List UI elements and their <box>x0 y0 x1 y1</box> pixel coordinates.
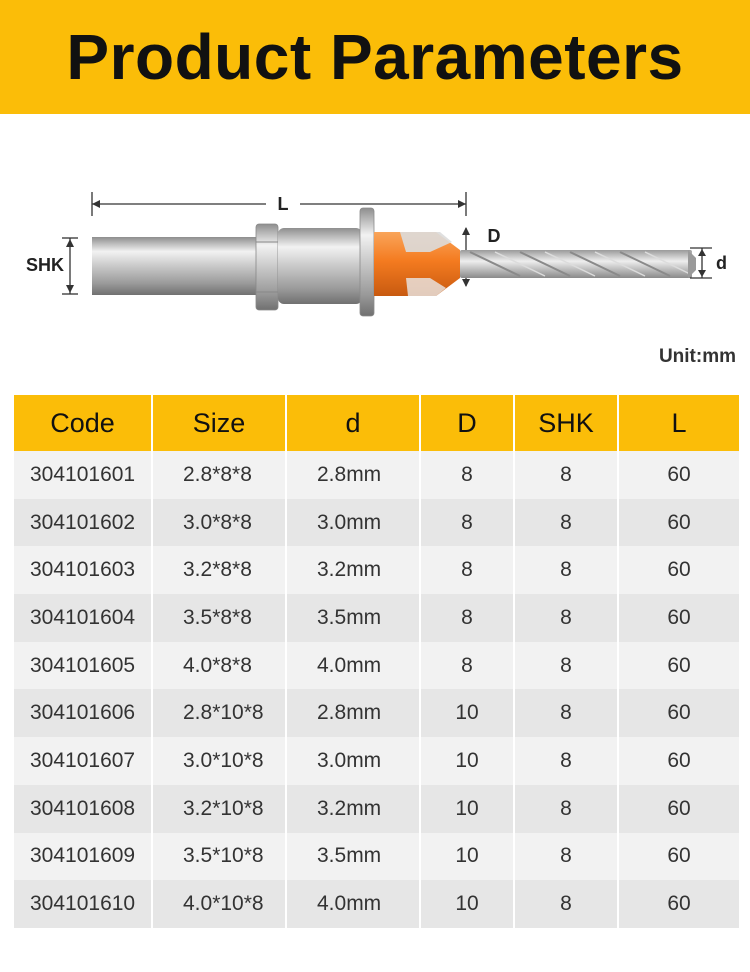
table-row <box>14 833 739 881</box>
flange <box>360 208 374 316</box>
cell-size: 2.8*10*8 <box>152 689 286 737</box>
cell-size: 3.2*8*8 <box>152 546 286 594</box>
cell-l: 60 <box>618 737 739 785</box>
drill-diameter-label: d <box>716 253 727 273</box>
shank-dimension <box>26 238 78 294</box>
parameters-table <box>14 395 739 928</box>
header-d: d <box>286 395 420 451</box>
cell-size: 3.0*10*8 <box>152 737 286 785</box>
table-row <box>14 594 739 642</box>
cell-code: 304101603 <box>14 546 152 594</box>
cell-size: 2.8*8*8 <box>152 451 286 499</box>
header-shk: SHK <box>514 395 618 451</box>
shank <box>92 237 258 295</box>
cell-D: 10 <box>420 880 514 928</box>
cell-D: 8 <box>420 546 514 594</box>
cell-D: 8 <box>420 451 514 499</box>
header-D: D <box>420 395 514 451</box>
cell-D: 10 <box>420 785 514 833</box>
cell-d: 3.2mm <box>286 546 420 594</box>
stop-collar <box>278 228 362 304</box>
cell-code: 304101601 <box>14 451 152 499</box>
cell-shk: 8 <box>514 689 618 737</box>
cell-D: 10 <box>420 737 514 785</box>
cell-size: 3.5*10*8 <box>152 833 286 881</box>
cell-code: 304101607 <box>14 737 152 785</box>
cell-size: 4.0*10*8 <box>152 880 286 928</box>
header-size: Size <box>152 395 286 451</box>
cell-size: 3.5*8*8 <box>152 594 286 642</box>
cell-code: 304101608 <box>14 785 152 833</box>
length-label: L <box>277 194 289 214</box>
cell-d: 3.5mm <box>286 594 420 642</box>
cell-l: 60 <box>618 642 739 690</box>
cell-D: 8 <box>420 499 514 547</box>
cell-shk: 8 <box>514 451 618 499</box>
cell-shk: 8 <box>514 880 618 928</box>
outer-diameter-label: D <box>487 226 501 246</box>
cell-d: 4.0mm <box>286 642 420 690</box>
table-header-row <box>14 395 739 451</box>
header-l: L <box>618 395 739 451</box>
cell-d: 3.5mm <box>286 833 420 881</box>
cell-size: 3.2*10*8 <box>152 785 286 833</box>
cell-l: 60 <box>618 594 739 642</box>
cell-l: 60 <box>618 785 739 833</box>
header-code: Code <box>14 395 152 451</box>
cell-code: 304101602 <box>14 499 152 547</box>
cell-d: 3.0mm <box>286 499 420 547</box>
table-row <box>14 499 739 547</box>
cell-shk: 8 <box>514 785 618 833</box>
cell-l: 60 <box>618 833 739 881</box>
cell-code: 304101605 <box>14 642 152 690</box>
cell-shk: 8 <box>514 737 618 785</box>
cell-shk: 8 <box>514 594 618 642</box>
hex-nut <box>256 224 278 310</box>
cell-d: 3.0mm <box>286 737 420 785</box>
cell-l: 60 <box>618 880 739 928</box>
cell-D: 8 <box>420 594 514 642</box>
cell-d: 3.2mm <box>286 785 420 833</box>
cell-shk: 8 <box>514 546 618 594</box>
cell-code: 304101606 <box>14 689 152 737</box>
cell-l: 60 <box>618 689 739 737</box>
cell-shk: 8 <box>514 642 618 690</box>
table-row <box>14 737 739 785</box>
cell-D: 8 <box>420 642 514 690</box>
cell-D: 10 <box>420 833 514 881</box>
cell-size: 4.0*8*8 <box>152 642 286 690</box>
cell-code: 304101604 <box>14 594 152 642</box>
cell-d: 2.8mm <box>286 451 420 499</box>
cell-l: 60 <box>618 546 739 594</box>
table-row <box>14 451 739 499</box>
unit-label: Unit:mm <box>658 346 736 367</box>
page-title: Product Parameters <box>66 21 684 93</box>
cell-code: 304101609 <box>14 833 152 881</box>
cell-shk: 8 <box>514 833 618 881</box>
drill-bit-diagram <box>0 170 750 330</box>
shank-label: SHK <box>25 255 65 275</box>
table-row <box>14 880 739 928</box>
cell-shk: 8 <box>514 499 618 547</box>
table-row <box>14 546 739 594</box>
cell-d: 2.8mm <box>286 689 420 737</box>
cell-code: 304101610 <box>14 880 152 928</box>
table-row <box>14 785 739 833</box>
title-banner <box>0 0 750 114</box>
cell-D: 10 <box>420 689 514 737</box>
cell-d: 4.0mm <box>286 880 420 928</box>
length-dimension <box>92 192 466 216</box>
cell-l: 60 <box>618 499 739 547</box>
table-row <box>14 689 739 737</box>
table-row <box>14 642 739 690</box>
cell-l: 60 <box>618 451 739 499</box>
cell-size: 3.0*8*8 <box>152 499 286 547</box>
